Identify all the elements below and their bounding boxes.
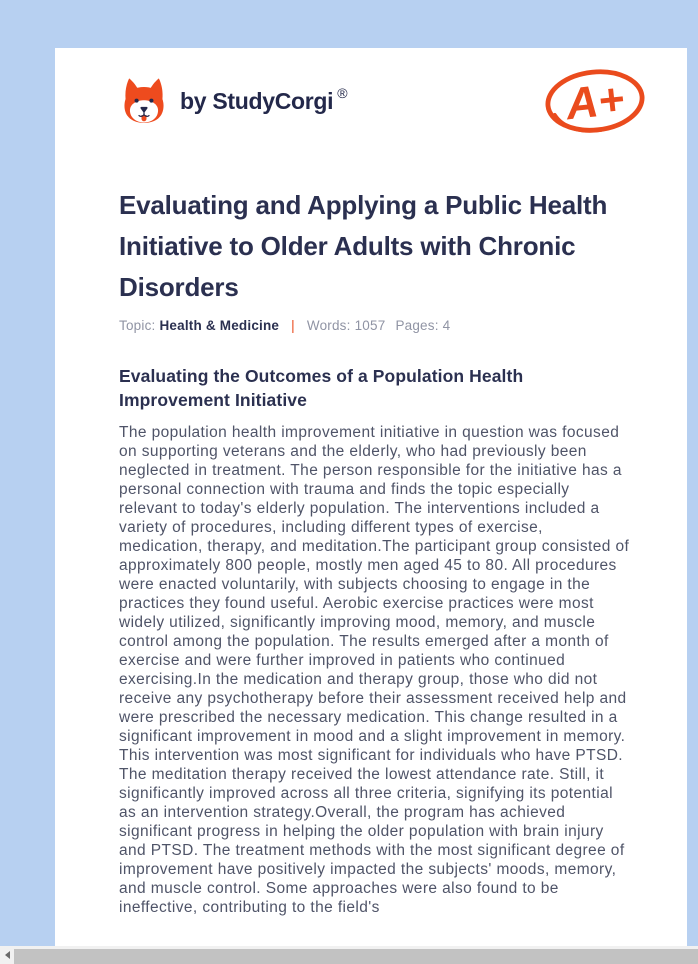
- document-card: [55, 48, 687, 964]
- topic-label: Topic:: [119, 318, 156, 333]
- brand: [119, 74, 348, 128]
- topic-value: Health & Medicine: [159, 318, 280, 333]
- grade-text: A+: [563, 74, 627, 130]
- article-paragraph: The population health improvement initiative in question was focused on supporting veterans and the elderly, who had previously been neglected in treatment. The person responsible for the initiative has a personal connection with trauma and finds the topic especially relevant to today's elderly population. The interventions included a variety of procedures, including different types of exercise, medication, therapy, and meditation.The participant group consisted of approximately 800 people, mostly men aged 45 to 80. All procedures were enacted voluntarily, with subjects choosing to engage in the practices they found useful. Aerobic exercise practices were most widely utilized, significantly improving mood, memory, and muscle control among the population. The results emerged after a month of exercise and were further improved in patients who continued exercising.In the medication and therapy group, those who did not receive any psychotherapy before their assessment received help and were prescribed the necessary medication. This change resulted in a significant improvement in mood and a slight improvement in memory. This intervention was most significant for individuals who have PTSD. The meditation therapy received the lowest attendance rate. Still, it significantly improved across all three criteria, signifying its potential as an intervention strategy.Overall, the program has achieved significant progress in helping the older population with brain injury and PTSD. The treatment methods with the most significant degree of improvement have positively impacted the subjects' moods, memory, and muscle control. Some approaches were also found to be ineffective, contributing to the field's: [119, 424, 630, 916]
- words-label: Words:: [306, 318, 351, 333]
- registered-trademark: ®: [337, 85, 348, 101]
- words-value: 1057: [354, 318, 386, 333]
- article-meta: [119, 318, 631, 333]
- section-heading: Evaluating the Outcomes of a Population Health Improvement Initiative: [119, 366, 524, 410]
- brand-name: by StudyCorgi: [180, 87, 334, 114]
- scroll-left-button[interactable]: [0, 946, 14, 964]
- page-title: Evaluating and Applying a Public Health Initiative to Older Adults with Chronic Disorders: [119, 190, 608, 302]
- pages-label: Pages:: [395, 318, 439, 333]
- a-plus-grade-stamp-icon: [541, 63, 649, 139]
- horizontal-scrollbar[interactable]: [0, 946, 698, 964]
- scroll-left-arrow-icon: [5, 951, 10, 959]
- pages-value: 4: [442, 318, 451, 333]
- document-header: [119, 62, 631, 140]
- meta-separator: |: [291, 318, 295, 333]
- corgi-logo-icon: [119, 74, 169, 128]
- horizontal-scrollbar-thumb[interactable]: [14, 949, 698, 964]
